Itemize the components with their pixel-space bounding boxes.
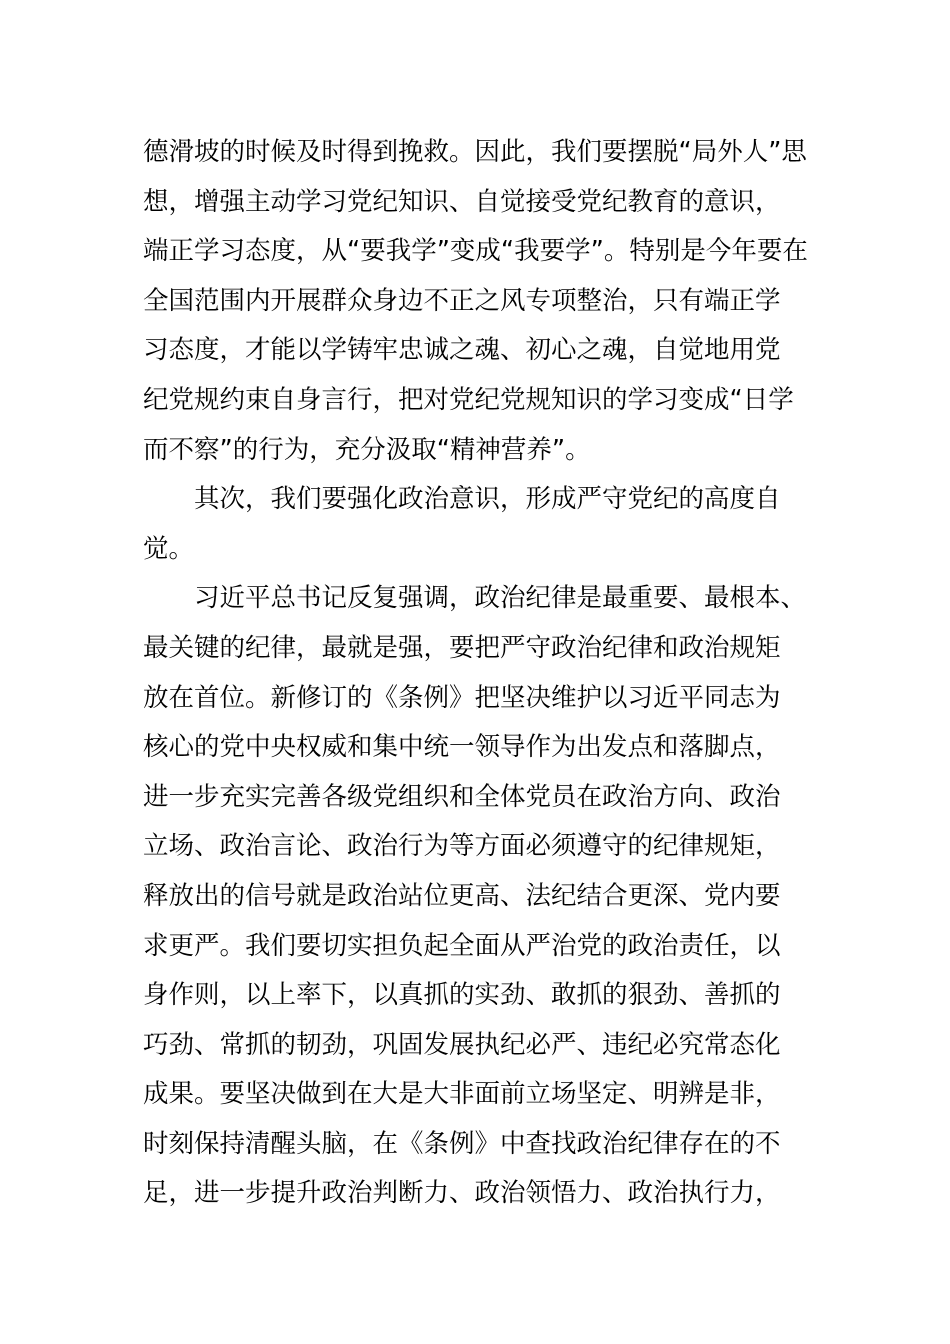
text-line: 德滑坡的时候及时得到挽救。因此，我们要摆脱“局外人”思 bbox=[143, 137, 807, 167]
paragraph-start-line: 习近平总书记反复强调，政治纪律是最重要、最根本、 bbox=[194, 583, 807, 614]
text-line: 觉。 bbox=[143, 533, 195, 564]
text-line: 纪党规约束自身言行，把对党纪党规知识的学习变成“日学 bbox=[143, 384, 794, 415]
text-line: 进一步充实完善各级党组织和全体党员在政治方向、政治 bbox=[143, 781, 781, 812]
text-line: 时刻保持清醒头脑，在《条例》中查找政治纪律存在的不 bbox=[143, 1128, 781, 1159]
text-line: 全国范围内开展群众身边不正之风专项整治，只有端正学 bbox=[143, 285, 781, 316]
text-line: 足，进一步提升政治判断力、政治领悟力、政治执行力， bbox=[143, 1178, 781, 1209]
text-line: 端正学习态度，从“要我学”变成“我要学”。特别是今年要在 bbox=[143, 236, 808, 267]
text-line: 而不察”的行为，充分汲取“精神营养”。 bbox=[143, 434, 591, 465]
text-line: 求更严。我们要切实担负起全面从严治党的政治责任，以 bbox=[143, 930, 781, 961]
text-line: 立场、政治言论、政治行为等方面必须遵守的纪律规矩， bbox=[143, 831, 781, 862]
text-line: 巧劲、常抓的韧劲，巩固发展执纪必严、违纪必究常态化 bbox=[143, 1029, 781, 1060]
paragraph-start-line: 其次，我们要强化政治意识，形成严守党纪的高度自 bbox=[194, 484, 781, 515]
text-line: 成果。要坚决做到在大是大非面前立场坚定、明辨是非， bbox=[143, 1079, 781, 1110]
text-line: 释放出的信号就是政治站位更高、法纪结合更深、党内要 bbox=[143, 880, 781, 911]
text-line: 身作则，以上率下，以真抓的实劲、敢抓的狠劲、善抓的 bbox=[143, 980, 781, 1011]
text-line: 最关键的纪律，最就是强，要把严守政治纪律和政治规矩 bbox=[143, 632, 781, 663]
document-body bbox=[143, 128, 808, 1219]
text-line: 想，增强主动学习党纪知识、自觉接受党纪教育的意识， bbox=[143, 186, 781, 217]
text-line: 习态度，才能以学铸牢忠诚之魂、初心之魂，自觉地用党 bbox=[143, 335, 781, 366]
text-line: 核心的党中央权威和集中统一领导作为出发点和落脚点， bbox=[143, 732, 781, 763]
text-line: 放在首位。新修订的《条例》把坚决维护以习近平同志为 bbox=[143, 682, 781, 713]
